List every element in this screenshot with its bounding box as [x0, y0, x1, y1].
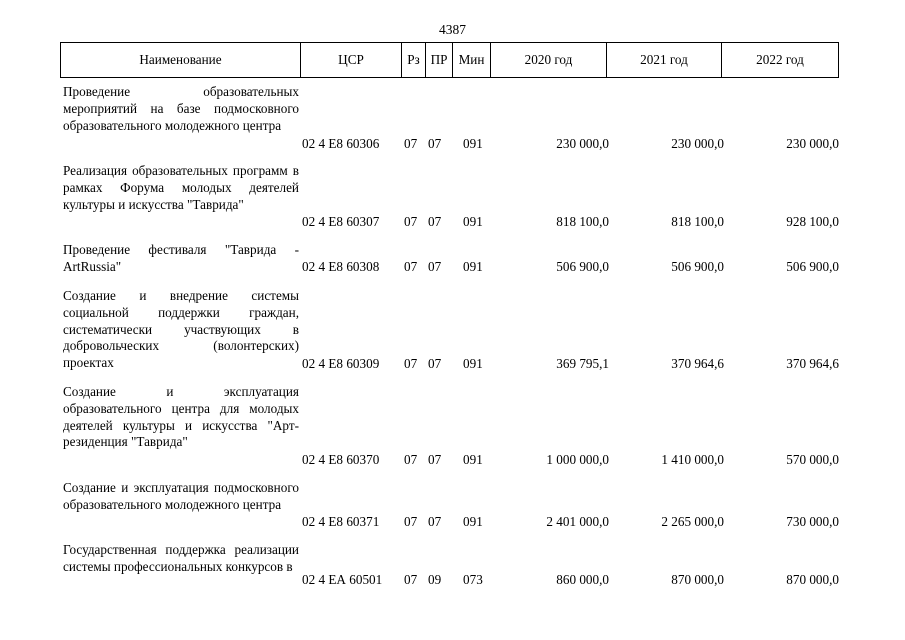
header-min: Мин [453, 43, 491, 77]
row-2020: 1 000 000,0 [546, 452, 609, 467]
header-rz: Рз [402, 43, 426, 77]
row-2020: 860 000,0 [556, 572, 609, 587]
row-csr: 02 4 Е8 60309 [302, 356, 380, 371]
header-pr: ПР [426, 43, 453, 77]
row-2020: 506 900,0 [556, 259, 609, 274]
row-name: Проведение фестиваля "Таврида - ArtRussia" [63, 242, 299, 274]
row-rz: 07 [404, 356, 418, 371]
row-2021: 870 000,0 [671, 572, 724, 587]
row-csr: 02 4 Е8 60308 [302, 259, 380, 274]
row-2022: 230 000,0 [786, 136, 839, 151]
header-csr: ЦСР [301, 43, 402, 77]
row-pr: 09 [428, 572, 442, 587]
row-2021: 2 265 000,0 [661, 514, 724, 529]
row-min: 073 [463, 572, 483, 587]
row-2021: 230 000,0 [671, 136, 724, 151]
row-pr: 07 [428, 452, 442, 467]
row-name: Проведение образовательных мероприятий на базе подмосковного образовательного молодежного центра [63, 84, 299, 133]
header-name: Наименование [61, 43, 301, 77]
header-2022: 2022 год [756, 52, 804, 67]
row-pr: 07 [428, 259, 442, 274]
row-rz: 07 [404, 136, 418, 151]
row-min: 091 [463, 214, 483, 229]
header-2020: 2020 год [491, 43, 607, 77]
row-min: 091 [463, 452, 483, 467]
row-2020: 369 795,1 [556, 356, 609, 371]
row-min: 091 [463, 356, 483, 371]
row-rz: 07 [404, 514, 418, 529]
row-2022: 506 900,0 [786, 259, 839, 274]
row-csr: 02 4 Е8 60306 [302, 136, 380, 151]
row-2022: 928 100,0 [786, 214, 839, 229]
row-name: Реализация образовательных программ в рамках Форума молодых деятелей культуры и искусства "Таврида" [63, 163, 299, 212]
row-2022: 870 000,0 [786, 572, 839, 587]
row-pr: 07 [428, 356, 442, 371]
row-min: 091 [463, 259, 483, 274]
row-2020: 818 100,0 [556, 214, 609, 229]
row-name: Создание и эксплуатация подмосковного образовательного молодежного центра [63, 480, 299, 512]
row-csr: 02 4 Е8 60370 [302, 452, 380, 467]
page-number: 4387 [439, 22, 466, 37]
row-2020: 2 401 000,0 [546, 514, 609, 529]
row-min: 091 [463, 514, 483, 529]
row-2022: 570 000,0 [786, 452, 839, 467]
row-name: Государственная поддержка реализации системы профессиональных конкурсов в [63, 542, 299, 574]
row-min: 091 [463, 136, 483, 151]
row-rz: 07 [404, 452, 418, 467]
row-2021: 506 900,0 [671, 259, 724, 274]
header-2021: 2021 год [607, 43, 722, 77]
row-rz: 07 [404, 214, 418, 229]
row-rz: 07 [404, 572, 418, 587]
row-2021: 370 964,6 [671, 356, 724, 371]
table-header [60, 42, 839, 78]
row-2022: 370 964,6 [786, 356, 839, 371]
row-rz: 07 [404, 259, 418, 274]
row-pr: 07 [428, 514, 442, 529]
row-csr: 02 4 Е8 60371 [302, 514, 380, 529]
row-csr: 02 4 Е8 60307 [302, 214, 380, 229]
row-pr: 07 [428, 214, 442, 229]
row-pr: 07 [428, 136, 442, 151]
row-csr: 02 4 ЕА 60501 [302, 572, 383, 587]
row-name: Создание и эксплуатация образовательного центра для молодых деятелей культуры и искусства "Арт-резиденция "Таврида" [63, 384, 299, 450]
row-2021: 1 410 000,0 [661, 452, 724, 467]
row-2021: 818 100,0 [671, 214, 724, 229]
row-2020: 230 000,0 [556, 136, 609, 151]
row-2022: 730 000,0 [786, 514, 839, 529]
row-name: Создание и внедрение системы социальной поддержки граждан, систематически участвующих в добровольческих (волонтерских) проектах [63, 288, 299, 371]
